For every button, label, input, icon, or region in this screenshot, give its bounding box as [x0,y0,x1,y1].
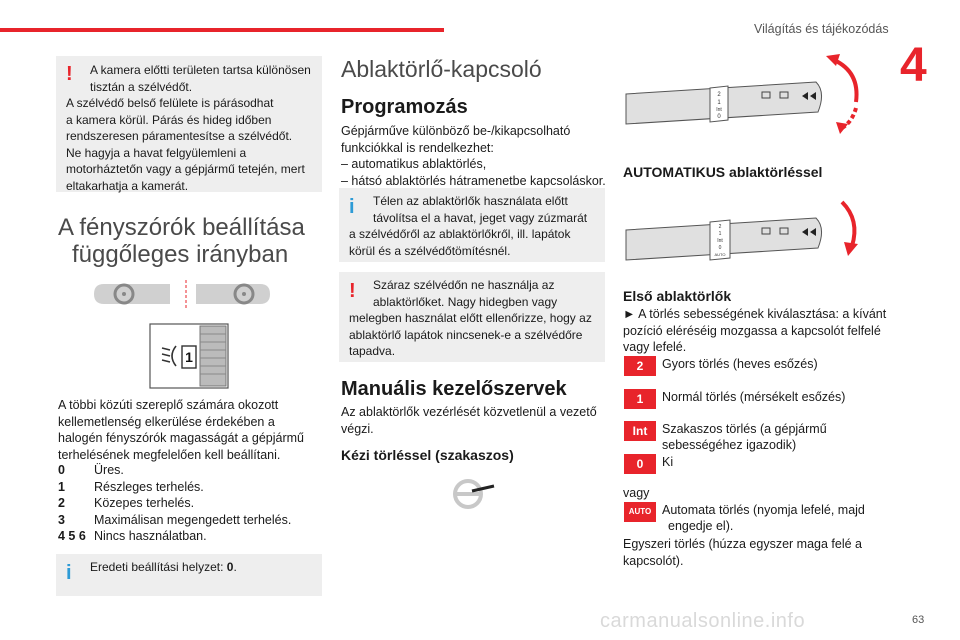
speed-text: sebességéhez igazodik) [662,438,797,452]
programming-text [341,123,611,189]
dashboard-left-icon [94,284,170,304]
speed-badge: 1 [624,389,656,409]
default-value: 0 [226,560,234,574]
info-icon: i [349,196,355,218]
camera-line: A szélvédő belső felülete is párásodhat [66,96,274,110]
intermittent-title: Kézi törléssel (szakaszos) [341,447,514,463]
manual-text [341,404,611,437]
camera-line: Ne hagyja a havat felgyülemleni a [66,145,247,160]
wiper-title: Ablaktörlő-kapcsoló [341,56,542,82]
single-line: kapcsolót). [623,553,684,568]
single-line: Egyszeri törlés (húzza egyszer maga felé a [623,537,862,551]
intro-line: kellemetlenség elkerülése érdekében a [58,414,275,429]
headlight-title-line1: A fényszórók beállítása [58,214,305,241]
warning-icon: ! [66,63,73,85]
camera-line: motorháztetőn vagy a gépjármű tetején, mert [66,162,305,176]
speed-row-intermittent [624,421,827,453]
winter-line: távolítsa el a havat, jeget vagy zúzmarát [373,210,588,225]
or-text: vagy [623,486,650,500]
camera-line: eltakarhatja a kamerát. [66,178,189,193]
headlight-illustration [90,280,280,392]
intro-line: terhelésének megfelelően kell beállítani. [58,447,281,462]
speed-badge: 2 [624,356,656,376]
prog-line: – automatikus ablaktörlés, [341,157,487,171]
speed-badge: 0 [624,454,656,474]
rotation-arrow-up [834,60,857,102]
wiper-lever-diagram [620,52,870,134]
default-end: . [233,560,237,574]
load-row: 4 5 6 Nincs használatban. [58,529,207,543]
auto-text: engedje el). [668,519,734,533]
winter-info-box [339,188,605,262]
watermark: carmanualsonline.info [600,610,806,632]
dry-line: tapadva. [349,344,396,358]
winter-line: körül és a szélvédőtömítésnél. [349,243,511,258]
dry-line: ablaktörlőket. Nagy hidegben vagy [373,294,558,309]
section-title: Világítás és tájékozódás [754,22,889,36]
thumb-wheel [200,326,226,386]
dry-line: melegben használat előtt ellenőrizze, hogy az [349,311,592,325]
manual-line: végzi. [341,421,374,436]
speed-badge: Int [624,421,656,441]
camera-line1: A kamera előtti területen tartsa különösen [90,63,311,77]
dry-windscreen-warning-box [339,272,605,362]
steering-wheel-icon [450,478,496,510]
programming-title: Programozás [341,96,468,118]
lever-mark-auto: AUTO [714,252,726,257]
automatic-wiping-title: AUTOMATIKUS ablaktörléssel [623,164,823,180]
front-wipers-title: Első ablaktörlők [623,288,732,304]
front-line: pozíció eléréséig mozgassa a kapcsolót felfelé [623,323,881,338]
front-line: vagy lefelé. [623,340,687,354]
speed-row-off [624,454,673,474]
load-row: 0 Üres. [58,463,124,477]
headlight-title-line2: függőleges irányban [72,241,289,268]
manual-controls-title: Manuális kezelőszervek [341,378,567,400]
load-row: 2 Közepes terhelés. [58,496,195,510]
camera-warning-box [56,56,322,192]
default-label: Eredeti beállítási helyzet: [90,560,227,574]
load-row: 1 Részleges terhelés. [58,479,204,494]
intro-line: halogén fényszórók magasságát a gépjármű [58,431,304,445]
lever-mark-0: 0 [718,245,722,251]
camera-line: rendszeresen páramentesítse a szélvédőt. [66,129,293,143]
page-number: 63 [912,614,925,626]
winter-line: Télen az ablaktörlők használata előtt [373,194,568,208]
camera-line: a kamera körül. Párás és hideg időben [66,112,272,127]
load-row: 3 Maximálisan megengedett terhelés. [58,512,292,527]
rotation-arrow-down [842,202,854,246]
lever-mark-1: 1 [717,100,721,106]
prog-line: – hátsó ablaktörlés hátramenetbe kapcsoláskor. [341,173,606,188]
wiper-lever-auto-diagram [620,190,870,272]
dial-value: 1 [185,349,193,365]
manual-line: Az ablaktörlők vezérlését közvetlenül a vezető [341,405,597,419]
intro-line: A többi közúti szereplő számára okozott [58,398,279,412]
warning-icon: ! [349,280,356,302]
load-list [58,462,291,545]
lever-mark-int: Int [716,107,722,113]
lever-mark-2: 2 [717,92,721,98]
dry-line: ablaktörlő lapátok nincsenek-e a szélvédőre [349,327,583,342]
speed-text: Szakaszos törlés (a gépjármű [662,422,827,436]
winter-line: a szélvédőről az ablaktörlőkről, ill. lapátok [349,227,571,241]
headlight-intro [58,397,328,463]
speed-text: Normál törlés (mérsékelt esőzés) [662,390,846,404]
dashboard-right-icon [196,284,270,304]
single-wipe-text [623,536,893,569]
auto-badge: AUTO [624,502,656,522]
prog-line: Gépjárműve különböző be-/kikapcsolható [341,124,571,138]
camera-line2: tisztán a szélvédőt. [90,79,193,94]
default-position-box [56,554,322,596]
lever-mark-2: 2 [718,224,722,230]
speed-text: Gyors törlés (heves esőzés) [662,357,818,371]
dry-line: Száraz szélvédőn ne használja az [373,278,555,292]
speed-row-fast [624,356,818,376]
auto-text: Automata törlés (nyomja lefelé, majd [662,503,865,517]
info-icon: i [66,562,72,584]
lever-mark-1: 1 [718,231,722,237]
lever-mark-0: 0 [717,114,721,120]
top-accent-bar [0,28,444,32]
speed-row-auto [624,502,865,534]
front-wipers-text [623,306,893,356]
speed-row-normal [624,389,845,409]
lever-mark-int: Int [717,238,723,244]
speed-text: Ki [662,455,674,469]
chapter-number: 4 [900,39,927,92]
prog-line: funkciókkal is rendelkezhet: [341,140,494,155]
front-line: ► A törlés sebességének kiválasztása: a kívánt [623,307,887,321]
